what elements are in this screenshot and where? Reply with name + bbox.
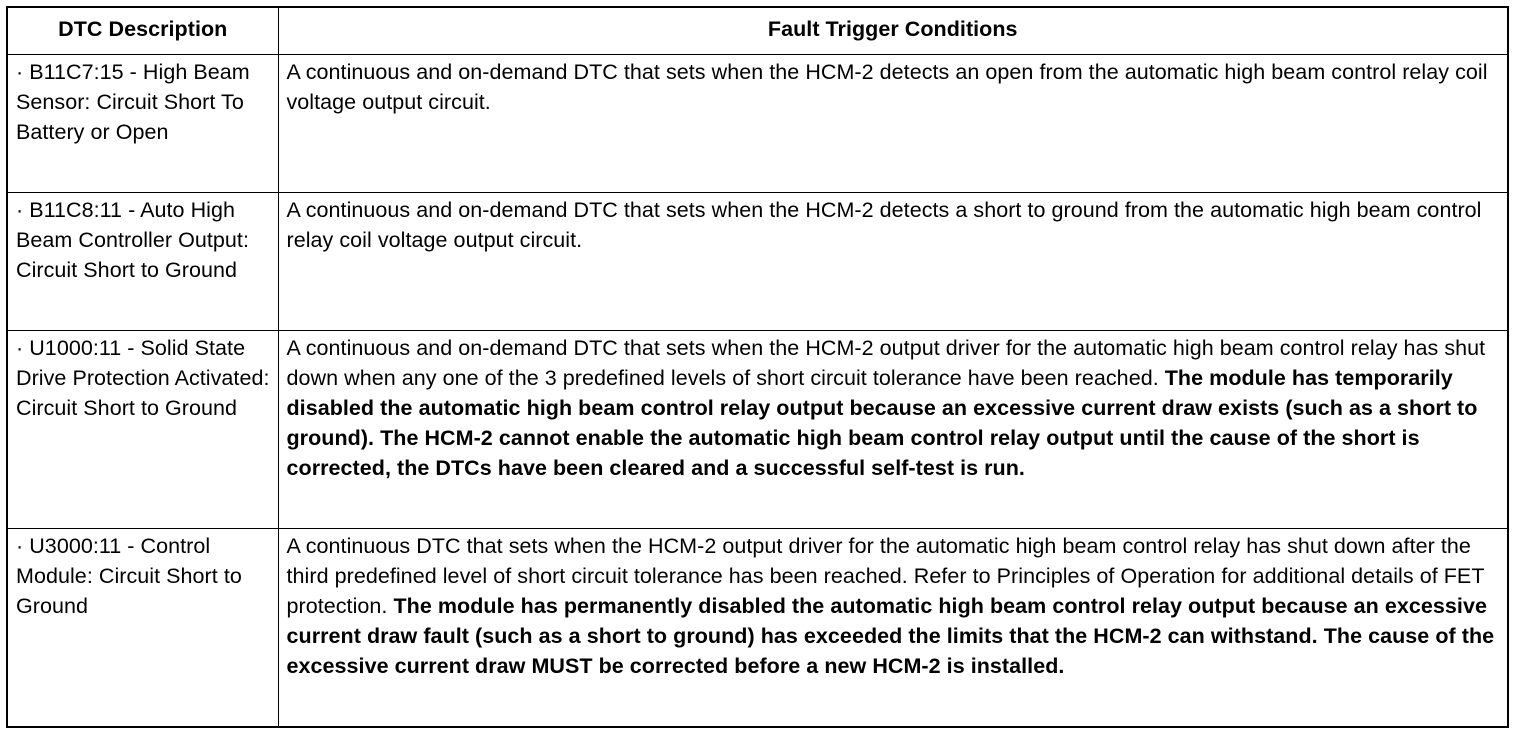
dtc-description-cell: · U3000:11 - Control Module: Circuit Short to Ground xyxy=(7,529,278,727)
fault-trigger-bold-text: The module has temporarily disabled the automatic high beam control relay output because an excessive current draw exists (such as a short to ground). The HCM-2 cannot enable the automatic high beam control relay output until the cause of the short is corrected, the DTCs have been cleared and a successful self-test is run. xyxy=(286,366,1478,480)
fault-trigger-text: A continuous and on-demand DTC that sets when the HCM-2 detects a short to ground from the automatic high beam control relay coil voltage output circuit. xyxy=(286,198,1482,252)
column-header-dtc-description: DTC Description xyxy=(7,7,278,55)
fault-trigger-text: A continuous DTC that sets when the HCM-2 output driver for the automatic high beam control relay has shut down after the third predefined level of short circuit tolerance has been reached. Refer to Principles of Operation for additional details of FET protection. xyxy=(286,534,1485,618)
dtc-table xyxy=(6,6,1509,728)
dtc-description-cell: · B11C8:11 - Auto High Beam Controller Output: Circuit Short to Ground xyxy=(7,193,278,331)
table-row xyxy=(7,55,1508,193)
fault-trigger-text: A continuous and on-demand DTC that sets when the HCM-2 detects an open from the automatic high beam control relay coil voltage output circuit. xyxy=(286,60,1488,114)
fault-trigger-bold-text: The module has permanently disabled the automatic high beam control relay output because an excessive current draw fault (such as a short to ground) has exceeded the limits that the HCM-2 can withstand. The cause of the excessive current draw MUST be corrected before a new HCM-2 is installed. xyxy=(286,594,1495,678)
fault-trigger-cell xyxy=(278,55,1508,193)
fault-trigger-cell xyxy=(278,193,1508,331)
column-header-fault-trigger-conditions: Fault Trigger Conditions xyxy=(278,7,1508,55)
table-row xyxy=(7,331,1508,529)
table-row xyxy=(7,529,1508,727)
fault-trigger-text: A continuous and on-demand DTC that sets when the HCM-2 output driver for the automatic high beam control relay has shut down when any one of the 3 predefined levels of short circuit tolerance have been reached. xyxy=(286,336,1486,390)
fault-trigger-cell xyxy=(278,529,1508,727)
dtc-description-cell: · B11C7:15 - High Beam Sensor: Circuit Short To Battery or Open xyxy=(7,55,278,193)
table-header-row xyxy=(7,7,1508,55)
fault-trigger-cell xyxy=(278,331,1508,529)
table-row xyxy=(7,193,1508,331)
dtc-description-cell: · U1000:11 - Solid State Drive Protection Activated: Circuit Short to Ground xyxy=(7,331,278,529)
